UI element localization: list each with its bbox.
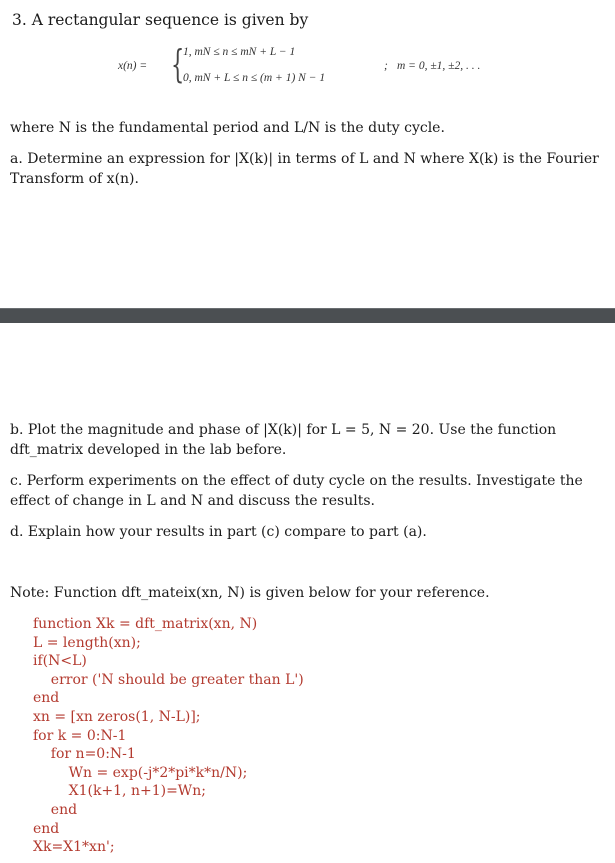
code-line: Xk=X1*xn';: [33, 839, 115, 856]
code-line: Wn = exp(-j*2*pi*k*n/N);: [33, 764, 248, 781]
question-title: 3. A rectangular sequence is given by: [12, 11, 309, 29]
equation-lhs: x(n) =: [118, 60, 148, 72]
equation-range: m = 0, ±1, ±2, . . .: [397, 60, 481, 72]
code-line: L = length(xn);: [33, 634, 141, 651]
code-block: [33, 615, 304, 857]
part-b: b. Plot the magnitude and phase of |X(k)| for L = 5, N = 20. Use the function dft_matrix developed in the lab before.: [10, 422, 557, 458]
code-line: end: [33, 801, 78, 818]
part-a: a. Determine an expression for |X(k)| in terms of L and N where X(k) is the Fourier Transform of x(n).: [10, 151, 599, 187]
code-line: X1(k+1, n+1)=Wn;: [33, 783, 206, 800]
part-c: c. Perform experiments on the effect of duty cycle on the results. Investigate the effect of change in L and N and discuss the results.: [10, 473, 583, 509]
left-brace-icon: {: [171, 42, 185, 86]
part-d: d. Explain how your results in part (c) compare to part (a).: [10, 524, 427, 540]
equation-case-1: 1, mN ≤ n ≤ mN + L − 1: [183, 46, 296, 58]
page-divider: [0, 308, 615, 323]
code-line: end: [33, 690, 60, 707]
code-line: if(N<L): [33, 653, 87, 670]
equation-separator: ;: [384, 60, 388, 72]
where-text: where N is the fundamental period and L/N is the duty cycle.: [10, 120, 445, 136]
code-line: for n=0:N-1: [33, 746, 136, 763]
code-line: error ('N should be greater than L'): [33, 671, 304, 688]
code-line: end: [33, 820, 60, 837]
code-line: for k = 0:N-1: [33, 727, 127, 744]
code-line: function Xk = dft_matrix(xn, N): [33, 616, 258, 632]
equation-case-2: 0, mN + L ≤ n ≤ (m + 1) N − 1: [183, 72, 326, 84]
note-text: Note: Function dft_mateix(xn, N) is given below for your reference.: [10, 585, 490, 601]
code-line: xn = [xn zeros(1, N-L)];: [33, 708, 201, 725]
